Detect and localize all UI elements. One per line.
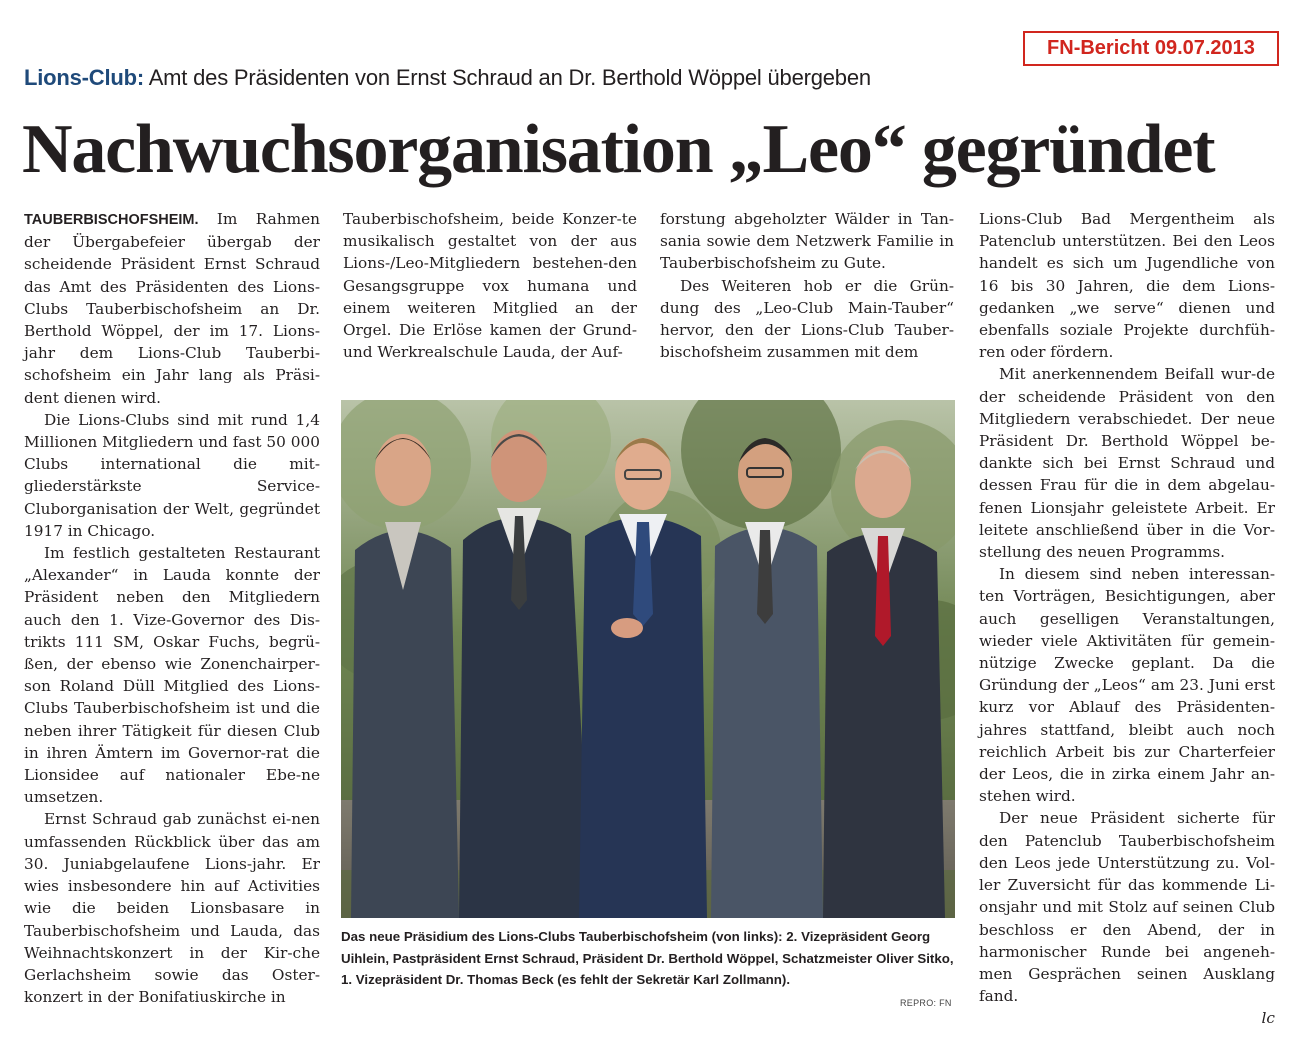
paragraph: Die Lions-Clubs sind mit rund 1,4 Millionen Mitgliedern und fast 50 000 Clubs international die mit-gliederstärkste Service-Cluborganisation der Welt, gegründet 1917 in Chicago.	[24, 410, 320, 540]
kicker-line	[24, 65, 871, 91]
group-photo-illustration	[341, 400, 955, 918]
author-signature: lc	[1261, 1009, 1275, 1028]
article-column-4	[979, 208, 1275, 1030]
paragraph: Mit anerkennendem Beifall wur-de der scheidende Präsident von den Mitgliedern verabschiedet. Der neue Präsident Dr. Berthold Wöppel be-dankte sich bei Ernst Schraud und dessen Frau für die in dem abgelau-fenen Lionsjahr geleistete Arbeit. Er leitete anschließend über in die Vor-stellung des neuen Programms.	[979, 365, 1275, 562]
headline: Nachwuchsorganisation „Leo“ gegründet	[22, 111, 1215, 188]
paragraph: forstung abgeholzter Wälder in Tan-sania sowie dem Netzwerk Familie in Tauberbischofsheim zu Gute.	[660, 210, 954, 273]
photo-caption: Das neue Präsidium des Lions-Clubs Tauberbischofsheim (von links): 2. Vizepräsident Georg Uihlein, Pastpräsident Ernst Schraud, Präsident Dr. Berthold Wöppel, Schatzmeister Oliver Sitko, 1. Vizepräsident Dr. Thomas Beck (es fehlt der Sekretär Karl Zollmann).	[341, 929, 954, 987]
paragraph: Ernst Schraud gab zunächst ei-nen umfassenden Rückblick über das am 30. Juniabgelaufene Lions-jahr. Er wies insbesondere hin auf Activities wie die beiden Lionsbasare in Tauberbischofsheim und Lauda, das Weihnachtskonzert in der Kir-che Gerlachsheim sowie das Oster-konzert in der Bonifatiuskirche in	[24, 810, 320, 1007]
kicker-keyword: Lions-Club:	[24, 65, 144, 90]
paragraph: Tauberbischofsheim, beide Konzer-te musikalisch gestaltet von der aus Lions-/Leo-Mitgliedern bestehen-den Gesangsgruppe vox humana und einem weiteren Mitglied an der Orgel. Die Erlöse kamen der Grund-und Werkrealschule Lauda, der Auf-	[343, 210, 637, 362]
paragraph: Des Weiteren hob er die Grün-dung des „Leo-Club Main-Tauber“ hervor, den der Lions-Club Tauber-bischofsheim zusammen mit dem	[660, 276, 954, 362]
article-column-1	[24, 208, 320, 1008]
report-date-stamp: FN-Bericht 09.07.2013	[1023, 31, 1279, 66]
article-column-3	[660, 208, 954, 363]
group-photo	[341, 400, 955, 918]
paragraph-text: Im Rahmen der Übergabefeier übergab der scheidende Präsident Ernst Schraud das Amt des Präsidenten des Lions-Clubs Tauberbischofsheim an Dr. Berthold Wöppel, der im 17. Lions-jahr dem Lions-Club Tauberbi-schofsheim ein Jahr lang als Präsi-dent dienen wird.	[24, 210, 320, 407]
paragraph: Im festlich gestalteten Restaurant „Alexander“ in Lauda konnte der Präsident neben den Mitgliedern auch den 1. Vize-Governor des Dis-trikts 111 SM, Oskar Fuchs, begrü-ßen, der ebenso wie Zonenchairper-son Roland Düll Mitglied des Lions-Clubs Tauberbischofsheim ist und die neben ihrer Tätigkeit für diesen Club in ihren Ämtern im Governor-rat die Lionsidee auf nationaler Ebe-ne umsetzen.	[24, 544, 320, 807]
paragraph: In diesem sind neben interessan-ten Vorträgen, Besichtigungen, aber auch geselligen Veranstaltungen, wieder viele Aktivitäten für gemein-nützige Zwecke geplant. Da die Gründung der „Leos“ am 23. Juni erst kurz vor Ablauf des Präsidenten-jahres stattfand, bleibt auch noch reichlich Arbeit bis zur Charterfeier der Leos, die in zirka einem Jahr an-stehen wird.	[979, 565, 1275, 806]
paragraph	[24, 208, 320, 409]
paragraph: Der neue Präsident sicherte für den Patenclub Tauberbischofsheim den Leos jede Unterstützung zu. Vol-ler Zuversicht für das kommende Li-onsjahr und mit Stolz auf seinen Club beschloss er den Abend, der in harmonischer Runde bei angeneh-men Gesprächen seinen Ausklang fand.	[979, 809, 1275, 1006]
paragraph: Lions-Club Bad Mergentheim als Patenclub unterstützen. Bei den Leos handelt es sich um Jugendliche von 16 bis 30 Jahren, die dem Lions-gedanken „we serve“ dienen und ebenfalls soziale Projekte durchfüh-ren oder fördern.	[979, 210, 1275, 362]
dateline: TAUBERBISCHOFSHEIM.	[24, 212, 199, 228]
kicker-text: Amt des Präsidenten von Ernst Schraud an Dr. Berthold Wöppel übergeben	[144, 65, 871, 90]
photo-credit: REPRO: FN	[900, 998, 952, 1008]
article-column-2	[343, 208, 637, 363]
